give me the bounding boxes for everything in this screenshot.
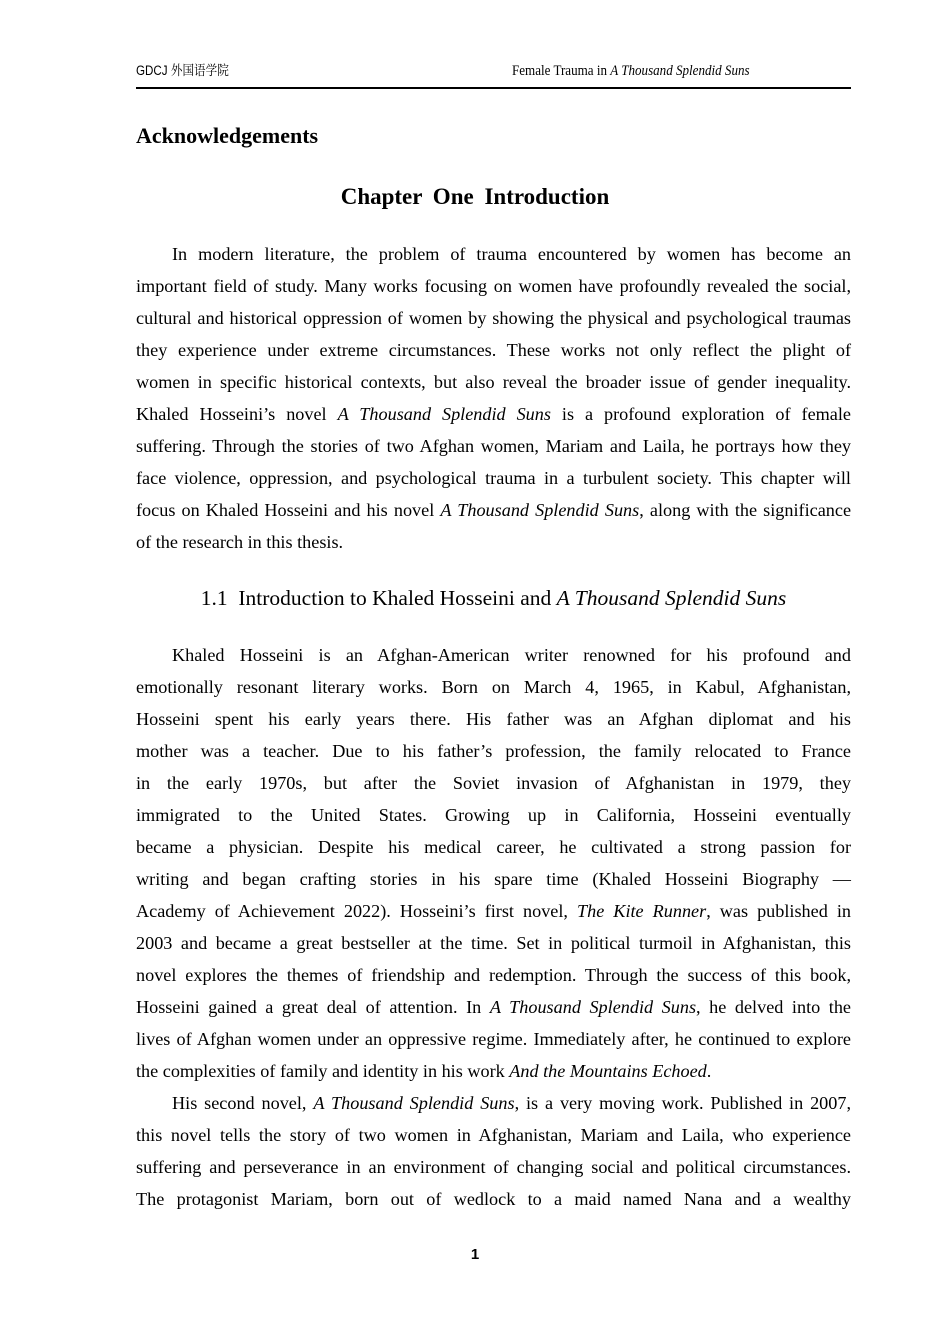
- section-book-title: A Thousand Splendid Suns: [556, 586, 787, 610]
- text-line-content: suffering and perseverance in an environment of changing social and political circumstances.: [136, 1157, 851, 1177]
- text-line: [136, 799, 851, 831]
- text-line-content: The protagonist Mariam, born out of wedlock to a maid named Nana and a wealthy: [136, 1189, 851, 1209]
- text-line-content: Khaled Hosseini is an Afghan-American writer renowned for his profound and: [172, 645, 851, 665]
- text-line: [136, 895, 851, 927]
- text-line: [136, 1183, 851, 1215]
- text-line-content: this novel tells the story of two women in Afghanistan, Mariam and Laila, who experience: [136, 1125, 851, 1145]
- text-line-content: In modern literature, the problem of trauma encountered by women has become an: [172, 244, 851, 264]
- text-line: [136, 1023, 851, 1055]
- text-line-content: , is a very moving work. Published in 2007,: [514, 1093, 851, 1113]
- text-line-content: emotionally resonant literary works. Born on March 4, 1965, in Kabul, Afghanistan,: [136, 677, 851, 697]
- text-line: [136, 494, 851, 526]
- text-line-content: face violence, oppression, and psychological trauma in a turbulent society. This chapter will: [136, 468, 851, 488]
- text-line: [136, 863, 851, 895]
- text-line: [136, 462, 851, 494]
- text-line-content: Khaled Hosseini’s novel: [136, 404, 338, 424]
- section-title-text: Introduction to Khaled Hosseini and: [238, 586, 557, 610]
- text-line: [136, 526, 851, 558]
- text-line: [136, 334, 851, 366]
- text-line: [136, 639, 851, 671]
- text-line: [136, 302, 851, 334]
- text-line-content: focus on Khaled Hosseini and his novel: [136, 500, 441, 520]
- text-line: [136, 366, 851, 398]
- text-line: [136, 671, 851, 703]
- page-number-footer: 1: [470, 1246, 480, 1263]
- text-line: [136, 703, 851, 735]
- header-title-prefix: Female Trauma in: [512, 63, 611, 79]
- book-title-italic: A Thousand Splendid Suns: [313, 1093, 515, 1113]
- text-line: [136, 270, 851, 302]
- text-line-content: is a profound exploration of female: [550, 404, 851, 424]
- text-line-content: Hosseini spent his early years there. His father was an Afghan diplomat and his: [136, 709, 851, 729]
- paragraph-second-novel: [136, 1087, 851, 1215]
- heading-section-1-1: [136, 583, 851, 613]
- text-line-content: women in specific historical contexts, but also reveal the broader issue of gender inequality.: [136, 372, 851, 392]
- text-line: [136, 767, 851, 799]
- heading-acknowledgements: Acknowledgements: [136, 123, 319, 148]
- text-line-content: of the research in this thesis.: [136, 532, 344, 552]
- header-rule-divider: [136, 87, 851, 89]
- text-line: [136, 430, 851, 462]
- text-line-content: novel explores the themes of friendship and redemption. Through the success of this book,: [136, 965, 851, 985]
- book-title-italic: A Thousand Splendid Suns: [337, 404, 551, 424]
- section-number: 1.1: [200, 586, 228, 610]
- text-line: [136, 831, 851, 863]
- text-line: [136, 1119, 851, 1151]
- text-line: [136, 1055, 851, 1087]
- heading-chapter-one: Chapter One Introduction: [340, 184, 610, 209]
- text-line-content: Academy of Achievement 2022). Hosseini’s first novel,: [136, 901, 577, 921]
- book-title-italic: A Thousand Splendid Suns: [440, 500, 640, 520]
- text-line-content: writing and began crafting stories in his spare time (Khaled Hosseini Biography —: [136, 869, 851, 889]
- text-line-content: the complexities of family and identity in his work: [136, 1061, 510, 1081]
- text-line-content: His second novel,: [172, 1093, 314, 1113]
- text-line-content: 2003 and became a great bestseller at the time. Set in political turmoil in Afghanistan, this: [136, 933, 851, 953]
- book-title-italic: And the Mountains Echoed: [509, 1061, 707, 1081]
- text-line: [136, 991, 851, 1023]
- paragraph-hosseini-biography: [136, 639, 851, 1087]
- text-line: [136, 1151, 851, 1183]
- book-title-italic: The Kite Runner: [577, 901, 707, 921]
- text-line-content: became a physician. Despite his medical career, he cultivated a strong passion for: [136, 837, 851, 857]
- text-line: [136, 238, 851, 270]
- text-line-content: Hosseini gained a great deal of attention. In: [136, 997, 490, 1017]
- header-institution-label: GDCJ 外国语学院: [136, 63, 229, 78]
- text-line-content: , along with the significance: [639, 500, 852, 520]
- text-line-content: they experience under extreme circumstances. These works not only reflect the plight of: [136, 340, 851, 360]
- book-title-italic: A Thousand Splendid Suns: [489, 997, 697, 1017]
- text-line-content: , was published in: [706, 901, 851, 921]
- text-line-content: suffering. Through the stories of two Afghan women, Mariam and Laila, he portrays how they: [136, 436, 851, 456]
- text-line-content: mother was a teacher. Due to his father’s profession, the family relocated to France: [136, 741, 851, 761]
- text-line: [136, 1087, 851, 1119]
- paragraph-introduction: [136, 238, 851, 558]
- text-line-content: immigrated to the United States. Growing up in California, Hosseini eventually: [136, 805, 851, 825]
- text-line-content: cultural and historical oppression of women by showing the physical and psychological traumas: [136, 308, 851, 328]
- text-line: [136, 927, 851, 959]
- text-line-content: lives of Afghan women under an oppressive regime. Immediately after, he continued to explore: [136, 1029, 851, 1049]
- text-line-content: .: [706, 1061, 712, 1081]
- text-line-content: , he delved into the: [696, 997, 851, 1017]
- text-line: [136, 735, 851, 767]
- text-line-content: in the early 1970s, but after the Soviet invasion of Afghanistan in 1979, they: [136, 773, 851, 793]
- header-book-title: A Thousand Splendid Suns: [610, 63, 750, 79]
- header-title-label: [512, 61, 750, 81]
- text-line: [136, 959, 851, 991]
- header-row: [136, 61, 851, 83]
- page-header: [136, 61, 851, 89]
- text-line: [136, 398, 851, 430]
- text-line-content: important field of study. Many works focusing on women have profoundly revealed the social,: [136, 276, 851, 296]
